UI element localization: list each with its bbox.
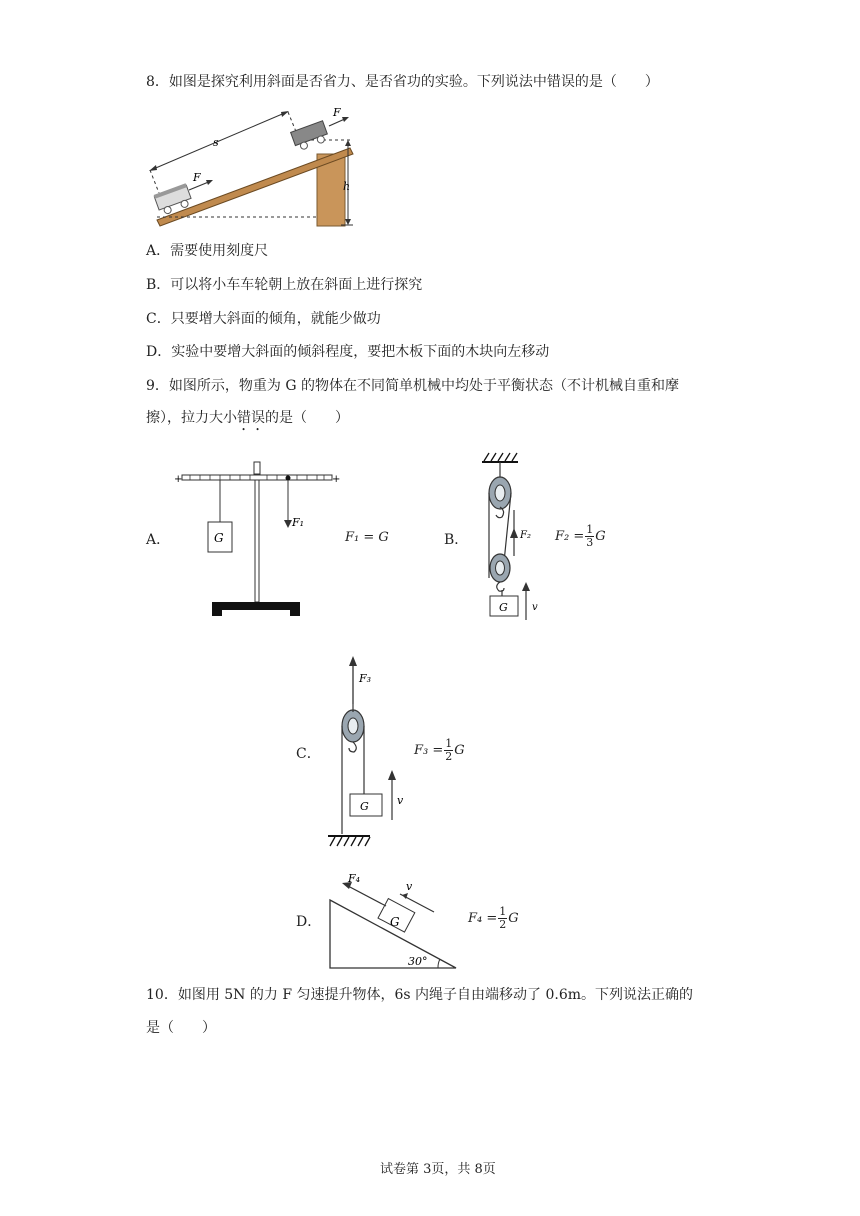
q10-stem-line2: 是（ ） (146, 1020, 216, 1036)
q9-option-c-label: C． (296, 746, 321, 762)
svg-text:F₄: F₄ (348, 872, 361, 885)
svg-text:v: v (406, 880, 413, 893)
svg-text:G: G (390, 915, 400, 929)
q9-stem-line2: 擦），拉力大小错误的是（ ） (146, 410, 349, 426)
svg-text:s: s (213, 136, 219, 149)
svg-text:+: + (332, 474, 341, 485)
svg-text:v: v (397, 794, 404, 807)
q9-b-formula: F₂ = $\frac{1}{3}$ G (555, 523, 606, 549)
svg-text:h: h (343, 180, 351, 193)
svg-text:F₃: F₃ (359, 672, 372, 685)
emphasis-word: 错误 (237, 410, 265, 426)
svg-text:F: F (333, 106, 341, 119)
q9-c-formula: F₃ = $\frac{1}{2}$ G (414, 737, 465, 763)
q9-pulley-block-figure (478, 450, 548, 622)
q9-incline-figure (320, 868, 470, 972)
svg-text:v: v (532, 602, 538, 613)
svg-text:F₂: F₂ (520, 530, 531, 541)
q9-lever-figure (172, 460, 342, 620)
svg-text:G: G (214, 531, 224, 545)
q8-incline-figure (145, 104, 365, 234)
q8-option-c: C．只要增大斜面的倾角，就能少做功 (146, 311, 381, 327)
q10-stem-line1: 10．如图用 5N 的力 F 匀速提升物体，6s 内绳子自由端移动了 0.6m。下列说法正确的 (146, 987, 694, 1003)
q9-a-formula: F₁ = G (345, 530, 389, 545)
svg-text:+: + (174, 474, 183, 485)
q8-option-b: B．可以将小车车轮朝上放在斜面上进行探究 (146, 277, 423, 293)
svg-text:30°: 30° (408, 955, 428, 968)
q9-d-formula: F₄ = $\frac{1}{2}$ G (468, 905, 519, 931)
svg-text:G: G (499, 601, 508, 614)
q9-option-a-label: A． (146, 532, 171, 548)
q9-option-b-label: B． (444, 532, 469, 548)
svg-text:F₁: F₁ (292, 516, 305, 529)
page-footer: 试卷第 3页，共 8页 (380, 1162, 496, 1177)
q8-stem: 8．如图是探究利用斜面是否省力、是否省功的实验。下列说法中错误的是（ ） (146, 74, 659, 90)
q8-option-d: D．实验中要增大斜面的倾斜程度，要把木板下面的木块向左移动 (146, 344, 550, 360)
q9-option-d-label: D． (296, 914, 322, 930)
q9-movable-pulley-figure (326, 654, 406, 850)
svg-text:G: G (360, 800, 369, 813)
svg-text:F: F (193, 171, 201, 184)
q8-option-a: A．需要使用刻度尺 (146, 243, 269, 259)
q9-stem-line1: 9．如图所示，物重为 G 的物体在不同简单机械中均处于平衡状态（不计机械自重和摩 (146, 378, 679, 394)
